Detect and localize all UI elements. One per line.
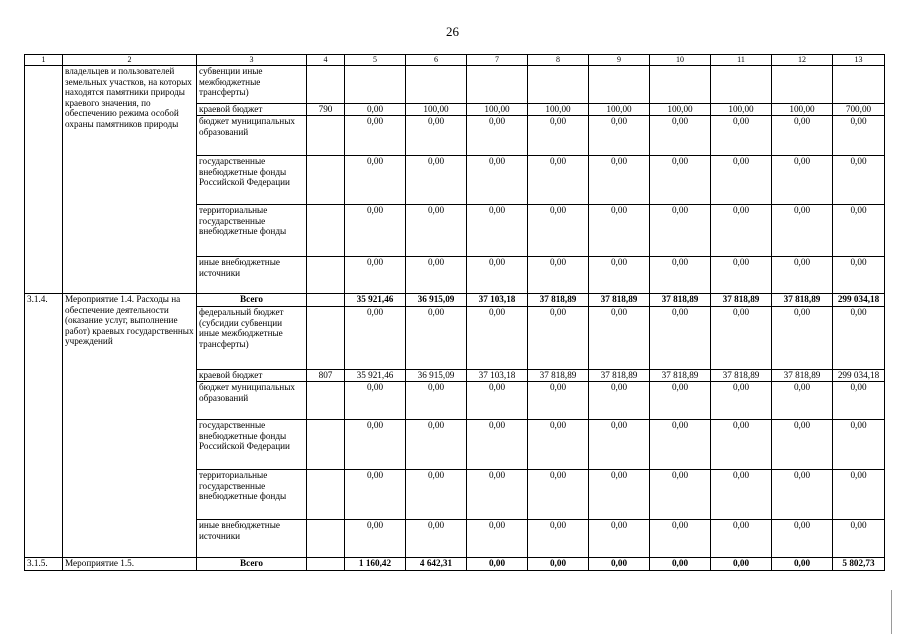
amount-cell: 0,00 [467,520,528,558]
amount-cell: 0,00 [772,156,833,205]
amount-cell: 0,00 [528,116,589,156]
amount-cell: 37 818,89 [650,294,711,307]
amount-cell: 0,00 [711,520,772,558]
measure-code [25,66,63,294]
amount-cell: 0,00 [711,156,772,205]
grbs-code [307,156,345,205]
amount-cell: 0,00 [833,307,885,370]
amount-cell: 0,00 [711,558,772,571]
amount-cell: 0,00 [833,520,885,558]
amount-cell: 0,00 [711,307,772,370]
amount-cell: 0,00 [406,205,467,257]
amount-cell: 0,00 [589,205,650,257]
funding-source: бюджет муниципальных образований [197,116,307,156]
amount-cell: 0,00 [711,382,772,420]
amount-cell: 0,00 [711,420,772,470]
column-number: 11 [711,55,772,66]
column-number: 10 [650,55,711,66]
amount-cell: 0,00 [467,420,528,470]
amount-cell: 0,00 [345,116,406,156]
amount-cell: 0,00 [650,116,711,156]
amount-cell: 0,00 [833,470,885,520]
amount-cell: 0,00 [711,257,772,294]
amount-cell: 37 818,89 [650,370,711,382]
amount-cell: 0,00 [589,558,650,571]
amount-cell: 0,00 [833,156,885,205]
amount-cell [711,66,772,104]
amount-cell: 0,00 [589,470,650,520]
grbs-code [307,257,345,294]
scan-edge-mark [891,590,892,634]
amount-cell: 0,00 [650,156,711,205]
funding-source: краевой бюджет [197,370,307,382]
grbs-code [307,205,345,257]
column-number: 1 [25,55,63,66]
amount-cell: 35 921,46 [345,370,406,382]
amount-cell: 0,00 [650,520,711,558]
column-number-row [25,55,885,66]
amount-cell: 0,00 [528,382,589,420]
table-row [25,66,885,104]
budget-table [24,54,885,571]
amount-cell: 0,00 [406,116,467,156]
amount-cell: 0,00 [711,205,772,257]
amount-cell: 0,00 [589,307,650,370]
amount-cell: 0,00 [772,470,833,520]
amount-cell: 0,00 [589,156,650,205]
amount-cell: 0,00 [772,558,833,571]
amount-cell: 5 802,73 [833,558,885,571]
amount-cell: 0,00 [772,205,833,257]
amount-cell: 0,00 [650,420,711,470]
amount-cell: 0,00 [467,116,528,156]
amount-cell: 0,00 [833,116,885,156]
amount-cell: 0,00 [467,382,528,420]
measure-description: Мероприятие 1.4. Расходы на обеспечение деятельности (оказание услуг, выполнение работ) краевых государственных учреждений [63,294,197,558]
amount-cell [528,66,589,104]
amount-cell: 0,00 [772,382,833,420]
grbs-code [307,66,345,104]
amount-cell: 0,00 [345,205,406,257]
funding-source: иные внебюджетные источники [197,257,307,294]
amount-cell: 0,00 [345,104,406,116]
amount-cell: 100,00 [528,104,589,116]
grbs-code [307,520,345,558]
amount-cell [833,66,885,104]
funding-source: краевой бюджет [197,104,307,116]
amount-cell: 0,00 [528,470,589,520]
amount-cell: 0,00 [833,257,885,294]
amount-cell: 0,00 [406,382,467,420]
amount-cell: 0,00 [711,470,772,520]
grbs-code [307,558,345,571]
amount-cell: 100,00 [650,104,711,116]
amount-cell: 0,00 [345,382,406,420]
amount-cell [589,66,650,104]
column-number: 8 [528,55,589,66]
amount-cell: 0,00 [650,558,711,571]
column-number: 6 [406,55,467,66]
amount-cell: 0,00 [467,558,528,571]
column-number: 4 [307,55,345,66]
funding-source: территориальные государственные внебюджетные фонды [197,205,307,257]
amount-cell: 0,00 [650,205,711,257]
column-number: 13 [833,55,885,66]
amount-cell: 0,00 [345,520,406,558]
amount-cell: 0,00 [406,470,467,520]
amount-cell: 0,00 [772,116,833,156]
amount-cell: 100,00 [467,104,528,116]
amount-cell: 36 915,09 [406,370,467,382]
funding-source: Всего [197,558,307,571]
funding-source: бюджет муниципальных образований [197,382,307,420]
amount-cell: 0,00 [711,116,772,156]
amount-cell: 37 818,89 [589,294,650,307]
amount-cell: 0,00 [589,420,650,470]
amount-cell: 0,00 [650,257,711,294]
amount-cell: 299 034,18 [833,370,885,382]
grbs-code: 790 [307,104,345,116]
amount-cell: 0,00 [589,382,650,420]
amount-cell [406,66,467,104]
amount-cell: 0,00 [406,420,467,470]
amount-cell: 0,00 [345,420,406,470]
measure-code: 3.1.5. [25,558,63,571]
amount-cell: 37 818,89 [772,370,833,382]
amount-cell: 37 818,89 [711,370,772,382]
amount-cell: 0,00 [345,156,406,205]
amount-cell: 0,00 [650,470,711,520]
amount-cell: 0,00 [467,156,528,205]
amount-cell: 4 642,31 [406,558,467,571]
grbs-code [307,294,345,307]
funding-source: субвенции иные межбюджетные трансферты) [197,66,307,104]
amount-cell: 100,00 [711,104,772,116]
amount-cell: 37 818,89 [528,370,589,382]
grbs-code [307,420,345,470]
amount-cell: 37 818,89 [528,294,589,307]
grbs-code [307,307,345,370]
amount-cell: 37 818,89 [711,294,772,307]
amount-cell: 0,00 [833,205,885,257]
amount-cell: 0,00 [833,420,885,470]
amount-cell: 299 034,18 [833,294,885,307]
amount-cell: 0,00 [467,257,528,294]
funding-source: государственные внебюджетные фонды Российской Федерации [197,156,307,205]
column-number: 5 [345,55,406,66]
funding-source: федеральный бюджет (субсидии субвенции иные межбюджетные трансферты) [197,307,307,370]
amount-cell: 0,00 [406,156,467,205]
measure-code: 3.1.4. [25,294,63,558]
amount-cell: 0,00 [589,520,650,558]
funding-source: территориальные государственные внебюджетные фонды [197,470,307,520]
amount-cell [772,66,833,104]
amount-cell: 100,00 [589,104,650,116]
amount-cell: 37 818,89 [772,294,833,307]
amount-cell: 0,00 [528,156,589,205]
amount-cell: 37 103,18 [467,370,528,382]
amount-cell: 0,00 [833,382,885,420]
amount-cell: 0,00 [467,470,528,520]
amount-cell: 0,00 [467,205,528,257]
amount-cell: 0,00 [650,382,711,420]
amount-cell: 0,00 [650,307,711,370]
grbs-code [307,116,345,156]
amount-cell: 100,00 [772,104,833,116]
amount-cell: 0,00 [406,520,467,558]
column-number: 3 [197,55,307,66]
amount-cell: 0,00 [406,307,467,370]
funding-source: государственные внебюджетные фонды Российской Федерации [197,420,307,470]
column-number: 9 [589,55,650,66]
amount-cell: 0,00 [528,520,589,558]
column-number: 7 [467,55,528,66]
amount-cell: 0,00 [528,420,589,470]
measure-description: Мероприятие 1.5. [63,558,197,571]
amount-cell: 37 103,18 [467,294,528,307]
column-number: 2 [63,55,197,66]
amount-cell: 0,00 [589,257,650,294]
grbs-code [307,470,345,520]
amount-cell: 0,00 [528,257,589,294]
amount-cell: 36 915,09 [406,294,467,307]
amount-cell: 0,00 [772,307,833,370]
funding-source: иные внебюджетные источники [197,520,307,558]
amount-cell: 0,00 [772,520,833,558]
amount-cell: 100,00 [406,104,467,116]
measure-description: владельцев и пользователей земельных участков, на которых находятся памятники природы краевого значения, по обеспечению режима особой охраны памятников природы [63,66,197,294]
amount-cell: 0,00 [772,257,833,294]
amount-cell: 0,00 [345,257,406,294]
amount-cell: 0,00 [528,205,589,257]
amount-cell: 0,00 [467,307,528,370]
grbs-code: 807 [307,370,345,382]
amount-cell: 37 818,89 [589,370,650,382]
amount-cell: 700,00 [833,104,885,116]
amount-cell: 0,00 [772,420,833,470]
table-row [25,294,885,307]
amount-cell [467,66,528,104]
amount-cell: 0,00 [406,257,467,294]
amount-cell: 0,00 [528,558,589,571]
amount-cell: 0,00 [345,470,406,520]
amount-cell: 1 160,42 [345,558,406,571]
page-number: 26 [446,24,459,39]
amount-cell: 0,00 [345,307,406,370]
column-number: 12 [772,55,833,66]
amount-cell [650,66,711,104]
amount-cell: 35 921,46 [345,294,406,307]
grbs-code [307,382,345,420]
amount-cell [345,66,406,104]
amount-cell: 0,00 [589,116,650,156]
table-row [25,558,885,571]
funding-source: Всего [197,294,307,307]
amount-cell: 0,00 [528,307,589,370]
